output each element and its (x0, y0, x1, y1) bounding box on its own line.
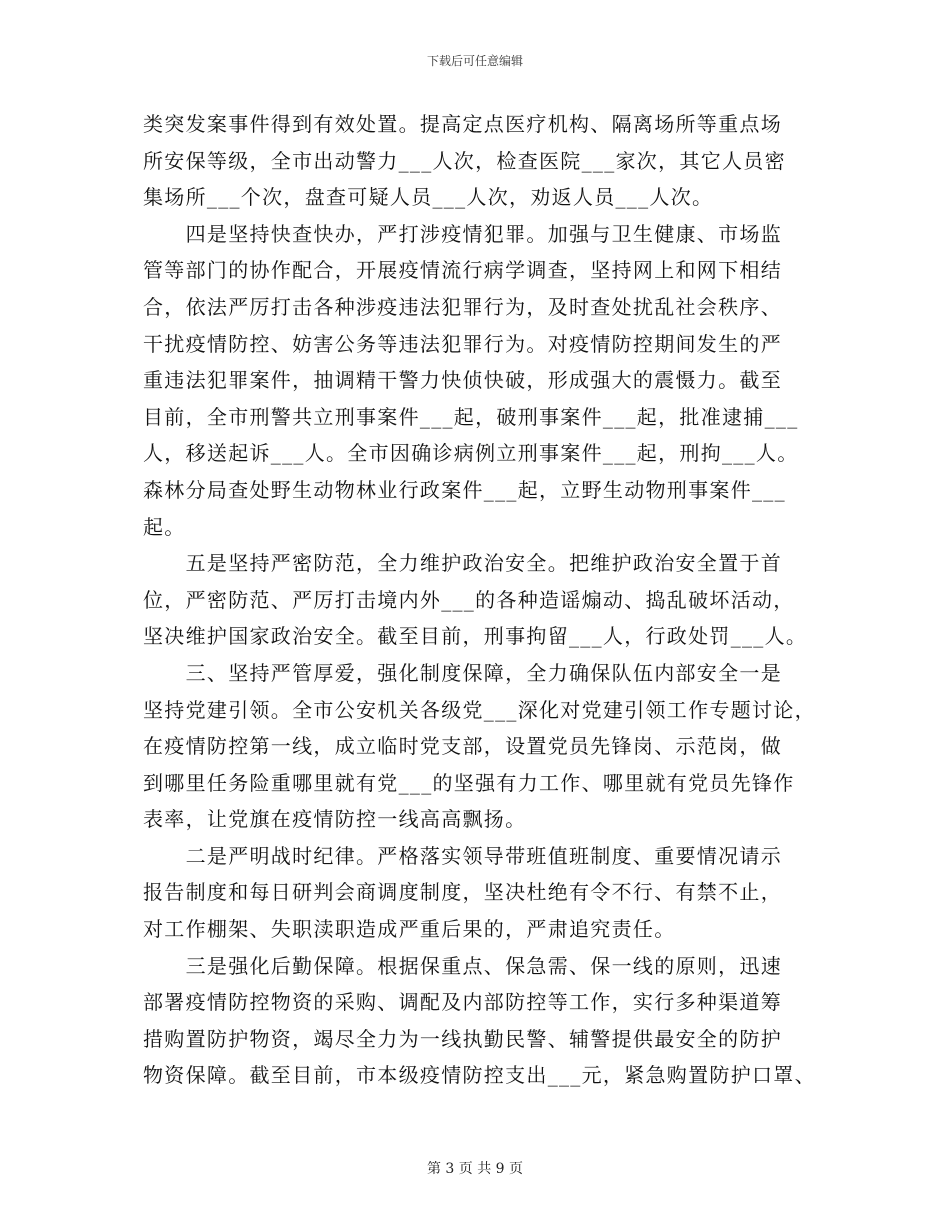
text-line: 集场所___个次，盘查可疑人员___人次，劝返人员___人次。 (143, 185, 714, 210)
text-line: 三、坚持严管厚爱，强化制度保障，全力确保队伍内部安全一是 (143, 660, 782, 685)
text-line: 所安保等级，全市出动警力___人次，检查医院___家次，其它人员密 (143, 148, 786, 173)
text-line: 报告制度和每日研判会商调度制度，坚决杜绝有令不行、有禁不止， (143, 880, 782, 905)
page-number: 第 3 页 共 9 页 (426, 1161, 524, 1177)
text-line: 重违法犯罪案件，抽调精干警力快侦快破，形成强大的震慑力。截至 (143, 368, 782, 393)
text-line: 五是坚持严密防范，全力维护政治安全。把维护政治安全置于首 (143, 551, 782, 576)
text-line: 在疫情防控第一线，成立临时党支部，设置党员先锋岗、示范岗，做 (143, 734, 782, 759)
text-line: 目前，全市刑警共立刑事案件___起，破刑事案件___起，批准逮捕___ (143, 404, 799, 429)
text-line: 四是坚持快查快办，严打涉疫情犯罪。加强与卫生健康、市场监 (143, 221, 782, 246)
text-line: 对工作棚架、失职渎职造成严重后果的，严肃追究责任。 (143, 917, 676, 942)
text-line: 森林分局查处野生动物林业行政案件___起，立野生动物刑事案件___ (143, 477, 786, 502)
text-line: 人，移送起诉___人。全市因确诊病例立刑事案件___起，刑拘___人。 (143, 441, 799, 466)
text-line: 坚持党建引领。全市公安机关各级党___深化对党建引领工作专题讨论， (143, 697, 816, 722)
text-line: 坚决维护国家政治安全。截至目前，刑事拘留___人，行政处罚___人。 (143, 624, 808, 649)
page-header: 下载后可任意编辑 (426, 54, 523, 68)
text-line: 位，严密防范、严厉打击境内外___的各种造谣煽动、捣乱破坏活动， (143, 587, 795, 612)
text-line: 部署疫情防控物资的采购、调配及内部防控等工作，实行多种渠道筹 (143, 990, 782, 1015)
text-line: 干扰疫情防控、妨害公务等违法犯罪行为。对疫情防控期间发生的严 (143, 331, 782, 356)
text-line: 管等部门的协作配合，开展疫情流行病学调查，坚持网上和网下相结 (143, 258, 782, 283)
text-line: 表率，让党旗在疫情防控一线高高飘扬。 (143, 807, 527, 832)
text-line: 二是严明战时纪律。严格落实领导带班值班制度、重要情况请示 (143, 843, 782, 868)
text-line: 类突发案事件得到有效处置。提高定点医疗机构、隔离场所等重点场 (143, 112, 782, 136)
text-line: 物资保障。截至目前，市本级疫情防控支出___元，紧急购置防护口罩、 (143, 1063, 816, 1088)
text-line: 三是强化后勤保障。根据保重点、保急需、保一线的原则，迅速 (143, 953, 782, 978)
text-line: 起。 (143, 514, 186, 539)
text-line: 措购置防护物资，竭尽全力为一线执勤民警、辅警提供最安全的防护 (143, 1026, 782, 1051)
text-line: 合，依法严厉打击各种涉疫违法犯罪行为，及时查处扰乱社会秩序、 (143, 294, 782, 319)
text-line: 到哪里任务险重哪里就有党___的坚强有力工作、哪里就有党员先锋作 (143, 770, 795, 795)
document-body (143, 106, 816, 1094)
